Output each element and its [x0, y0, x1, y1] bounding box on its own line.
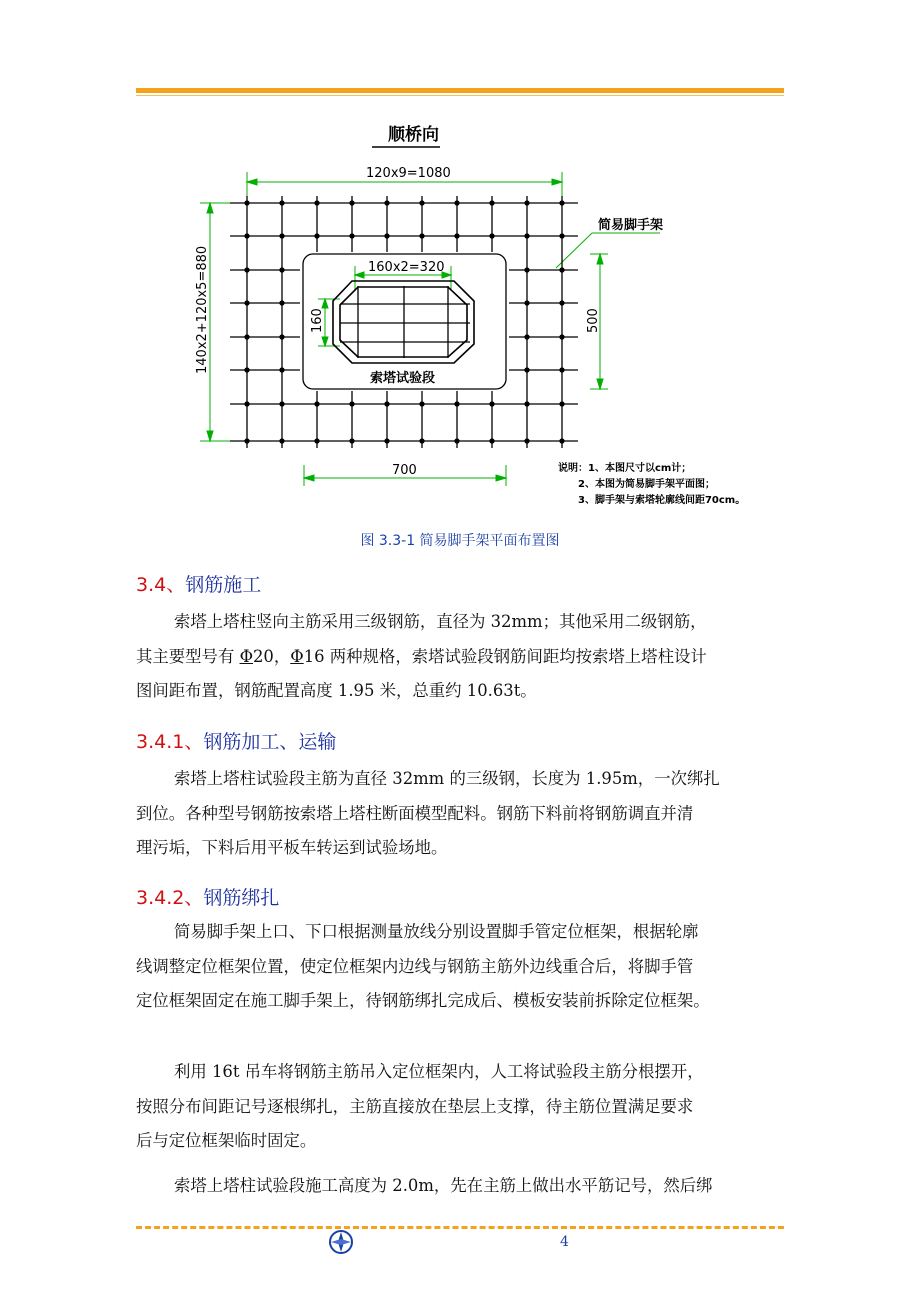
label-tower: 索塔试验段	[370, 371, 436, 386]
page-number: 4	[560, 1234, 569, 1250]
heading-3-4-1: 3.4.1、钢筋加工、运输	[136, 731, 337, 753]
paragraph-rebar-construction: 索塔上塔柱竖向主筋采用三级钢筋，直径为 32mm；其他采用二级钢筋， 其主要型号有 Φ20，Φ16 两种规格，索塔试验段钢筋间距均按索塔上塔柱设计 图间距布置，钢筋配置高度 1.95 米，总重约 10.63t。	[136, 612, 707, 700]
scaffold-node	[455, 201, 459, 205]
scaffold-node	[280, 301, 284, 305]
scaffold-node	[245, 234, 249, 238]
scaffold-node	[560, 335, 564, 339]
scaffold-node	[490, 439, 494, 443]
scaffold-node	[385, 439, 389, 443]
scaffold-node	[525, 402, 529, 406]
scaffold-node	[315, 402, 319, 406]
paragraph-rebar-processing: 索塔上塔柱试验段主筋为直径 32mm 的三级钢，长度为 1.95m，一次绑扎 到位。各种型号钢筋按索塔上塔柱断面模型配料。钢筋下料前将钢筋调直并清 理污垢，下料后用平板车转运到试验场地。	[136, 769, 720, 857]
note-3: 3、脚手架与索塔轮廓线间距70cm。	[578, 495, 746, 506]
scaffold-node	[385, 234, 389, 238]
scaffold-node	[350, 402, 354, 406]
company-logo-icon	[328, 1229, 354, 1255]
scaffold-node	[280, 368, 284, 372]
dim-bottom: 700	[392, 463, 417, 478]
scaffold-node	[385, 201, 389, 205]
scaffold-plan-drawing	[0, 100, 920, 520]
scaffold-node	[280, 402, 284, 406]
label-scaffold: 简易脚手架	[598, 218, 664, 233]
scaffold-node	[420, 439, 424, 443]
scaffold-node	[455, 402, 459, 406]
heading-3-4: 3.4、钢筋施工	[136, 574, 262, 596]
header-rule-thin	[136, 95, 784, 96]
figure-caption: 图 3.3-1 简易脚手架平面布置图	[360, 533, 560, 549]
header-rule	[136, 88, 784, 93]
scaffold-node	[560, 368, 564, 372]
paragraph-crane-lifting: 利用 16t 吊车将钢筋主筋吊入定位框架内，人工将试验段主筋分根摆开， 按照分布间距记号逐根绑扎，主筋直接放在垫层上支撑，待主筋位置满足要求 后与定位框架临时固定。	[136, 1062, 704, 1150]
note-2: 2、本图为简易脚手架平面图；	[578, 479, 715, 490]
scaffold-node	[560, 439, 564, 443]
scaffold-node	[420, 234, 424, 238]
scaffold-node	[245, 335, 249, 339]
scaffold-node	[245, 201, 249, 205]
scaffold-node	[525, 201, 529, 205]
scaffold-node	[455, 234, 459, 238]
footer-rule	[136, 1226, 784, 1229]
scaffold-node	[280, 234, 284, 238]
scaffold-node	[490, 201, 494, 205]
scaffold-node	[560, 402, 564, 406]
scaffold-node	[315, 201, 319, 205]
scaffold-node	[560, 301, 564, 305]
scaffold-node	[490, 234, 494, 238]
heading-3-4-2: 3.4.2、钢筋绑扎	[136, 887, 280, 909]
scaffold-node	[245, 439, 249, 443]
scaffold-node	[245, 301, 249, 305]
scaffold-node	[525, 335, 529, 339]
scaffold-node	[525, 439, 529, 443]
scaffold-node	[280, 201, 284, 205]
drawing-title: 顺桥向	[388, 125, 439, 145]
scaffold-node	[315, 439, 319, 443]
scaffold-node	[245, 268, 249, 272]
scaffold-node	[560, 234, 564, 238]
dim-inner-top: 160x2=320	[368, 260, 445, 275]
scaffold-node	[280, 439, 284, 443]
dim-left: 140x2+120x5=880	[195, 245, 210, 374]
scaffold-node	[280, 335, 284, 339]
scaffold-node	[350, 439, 354, 443]
scaffold-node	[245, 402, 249, 406]
dim-right: 500	[586, 308, 601, 333]
scaffold-node	[280, 268, 284, 272]
scaffold-node	[525, 268, 529, 272]
scaffold-node	[560, 268, 564, 272]
paragraph-height: 索塔上塔柱试验段施工高度为 2.0m，先在主筋上做出水平筋记号，然后绑	[174, 1176, 713, 1195]
scaffold-node	[455, 439, 459, 443]
paragraph-rebar-tying: 简易脚手架上口、下口根据测量放线分别设置脚手管定位框架，根据轮廓 线调整定位框架位置，使定位框架内边线与钢筋主筋外边线重合后，将脚手管 定位框架固定在施工脚手架上，待钢筋绑扎完成后、模板安装前拆除定位框架。	[136, 922, 710, 1010]
scaffold-node	[490, 402, 494, 406]
scaffold-node	[525, 368, 529, 372]
scaffold-node	[420, 402, 424, 406]
scaffold-node	[385, 402, 389, 406]
scaffold-node	[350, 234, 354, 238]
scaffold-node	[525, 301, 529, 305]
dim-inner-left: 160	[310, 308, 325, 333]
scaffold-node	[560, 201, 564, 205]
dim-top: 120x9=1080	[366, 166, 451, 181]
scaffold-node	[245, 368, 249, 372]
note-1: 说明：1、本图尺寸以cm计；	[558, 463, 692, 474]
scaffold-node	[315, 234, 319, 238]
scaffold-node	[525, 234, 529, 238]
scaffold-node	[350, 201, 354, 205]
scaffold-node	[420, 201, 424, 205]
